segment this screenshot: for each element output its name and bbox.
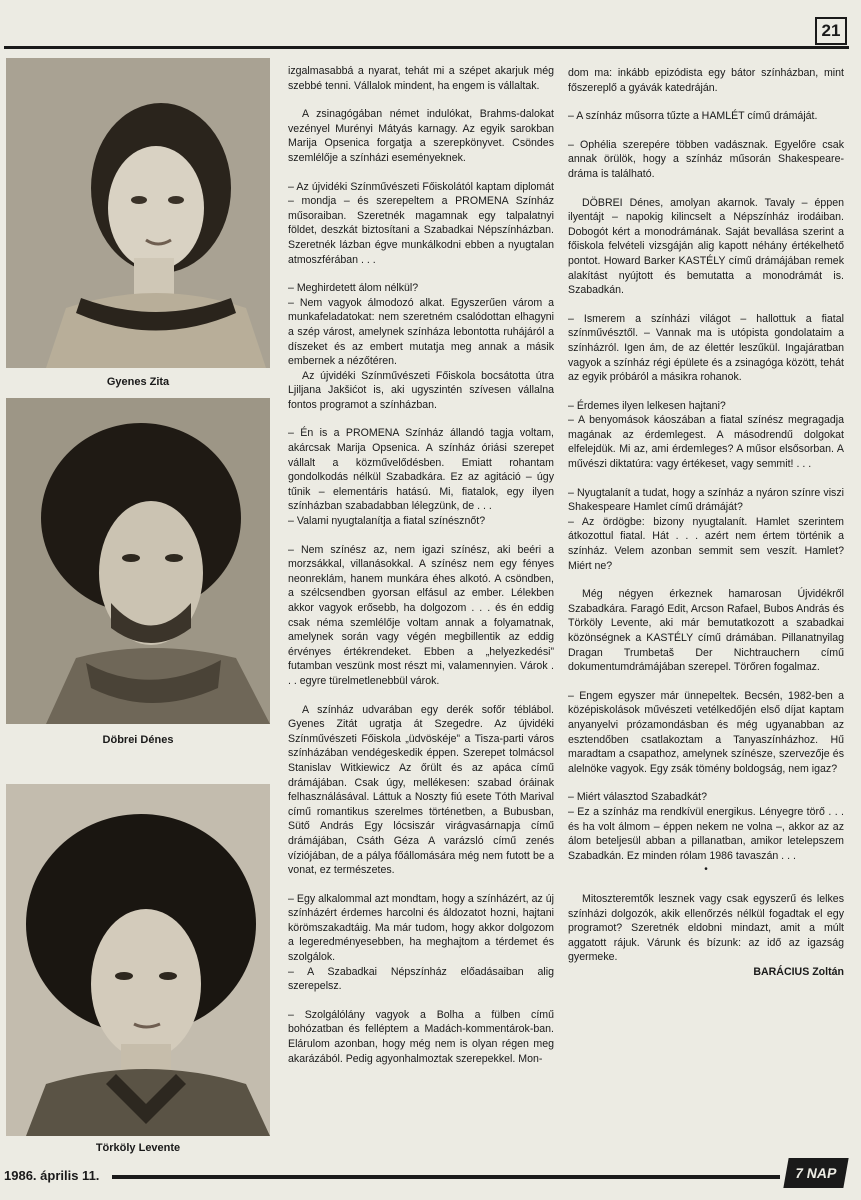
paragraph: – Nem színész az, nem igazi színész, aki beéri a morzsákkal, villanásokkal. A színész nem egy fényes neonreklám, hanem munkára éhes alkotó. A csöndben, a szélcsendben gyorsan elfásul az ember. Lélekben akkor vagyok erősebb, ha dolgozom . . . és én eddig csak néma szemlélője voltam annak a folyamatnak, amelynek során vagy végén megbillentik az eddig érvényes értékrendeket. Ebben a „helyezkedési” futamban veszünk most részt mi, valamennyien. Várok . . . egyre türelmetlenebbül várok. [288, 543, 554, 687]
portrait-woman-image [6, 58, 270, 368]
page-number: 21 [815, 17, 847, 45]
bottom-rule [112, 1175, 780, 1179]
paragraph: Még négyen érkeznek hamarosan Újvidékről Szabadkára. Faragó Edit, Arcson Rafael, Bubos András és Törköly Levente, aki már bemutatkozott a szabadkai közönségnek a KASTÉLY című drámában. Pillanatnyilag Dragan Trumbetaš Der Nichtrauchern című dokumentumdrámájában szerepel. Törőren fogalmaz. [568, 588, 844, 674]
photo-caption-2: Döbrei Dénes [102, 734, 174, 746]
paragraph: dom ma: inkább epizódista egy bátor színházban, mint főszereplő a gyávák katedráján. [568, 67, 844, 94]
top-rule [4, 46, 849, 49]
paragraph: – Én is a PROMENA Színház állandó tagja voltam, akárcsak Marija Opsenica. A színház óriási szerepet vállalt a közművelődésben. Emiatt rohantam gondolkodás nélkül Szabadkára. Ez az agitáció – úgy tűnik – elementáris hatású. Mi, fiatalok, egy ilyen színházban szabadabban lélegzünk, de . . . [288, 427, 554, 513]
paragraph: – Az újvidéki Színművészeti Főiskolától kaptam diplomát – mondja – és szerepeltem a PROMENA Színház műsoraiban. Szeretnék magamnak egy talpalatnyi földet, deszkát biztosítani a Szabadkai Népszínházban. Szeretnék lázban égve munkálkodni ebben a nyugtalan atmoszférában . . . [288, 180, 554, 266]
paragraph: A színház udvarában egy derék sofőr téblábol. Gyenes Zitát ugratja át Szegedre. Az újvidéki Színművészeti Főiskola „üdvöskéje” a Tisza-parti város színházában vendégeskedik éppen. Szerepet tolmácsol Stanislav Witkiewicz Az őrült és az apáca című drámájában. Csak úgy, mellékesen: szabad óráinak felhasználásával. Láttuk a Noszty fiú esete Tóth Marival című romantikus szerelmes történetben, a Bubusban, Sütő András Egy lócsiszár virágvasárnapja című drámájában, Csáth Géza A varázsló című zenés víziójában, de a pálya főállomására még nem futott be a vonat, ez természetes. [288, 703, 554, 877]
paragraph: A zsinagógában német indulókat, Brahms-dalokat vezényel Murényi Mátyás karnagy. Az egyik sarokban Marija Opsenica forgatja a szerepkönyvet. Csöndes szemlélője a színházi eseményeknek. [288, 108, 554, 164]
paragraph: – Miért választod Szabadkát? [568, 791, 707, 804]
issue-date: 1986. április 11. [4, 1168, 100, 1183]
paragraph: – A benyomások káoszában a fiatal színész megragadja magának az érdemlegest. A másodrendű dolgokat elfelejdük. Mi az, ami érdemleges? A műsor elsősorban. A művészi diktatúra: vagy értékeset, vagy semmit! . . . [568, 414, 844, 471]
paragraph: – Ismerem a színházi világot – hallottuk a fiatal színművésztől. – Vannak ma is utópista gondolataim a színházról. Igen ám, de az élettér leszűkül. Ingajáratban vagyok a színház régi épülete és a zsinagóga között, tehát az egyik próbáról a másikra rohanok. [568, 312, 844, 384]
paragraph: izgalmasabbá a nyarat, tehát mi a szépet akarjuk még szebbé tenni. Vállalok mindent, ha engem is vállaltak. [288, 65, 554, 92]
paragraph: – Egy alkalommal azt mondtam, hogy a színházért, az új színházért érdemes harcolni és áldozatot hozni, hajtani körömszakadtáig. Ma már tudom, hogy akkor dolgozom a legeredményesebben, ha meghajtom a térdemet és szolgálok. [288, 892, 554, 964]
paragraph: Az újvidéki Színművészeti Főiskola bocsátotta útra Ljiljana Jakšićot is, aki ugyszintén szívesen vállalna fontos programot a színházban. [288, 369, 554, 411]
article-column-1 [288, 64, 554, 1080]
paragraph: – Engem egyszer már ünnepeltek. Becsén, 1982-ben a középiskolások művészeti vetélkedőjén első díjat kaptam anyanyelvi prózamondásban és még ugyanabban az esztendőben csatlakoztam a Tanyaszínházhoz. Hű maradtam a csapathoz, amelynek színésze, szervezője és alelnöke vagyok. Egy zsák tömény boldogság, nem igaz? [568, 689, 844, 775]
photo-torkoly-levente [6, 784, 270, 1136]
photo-gyenes-zita [6, 58, 270, 368]
author-signature: BARÁCIUS Zoltán [753, 965, 844, 978]
paragraph: – A színház műsorra tűzte a HAMLÉT című drámáját. [568, 110, 818, 123]
paragraph: – Ophélia szerepére többen vadásznak. Egyelőre csak annak örülök, hogy a színház műsorán Shakespeare-dráma is található. [568, 138, 844, 180]
paragraph: – A Szabadkai Népszínház előadásaiban alig szerepelsz. [288, 965, 554, 993]
portrait-man-image [6, 398, 270, 724]
paragraph: – Ez a színház ma rendkívül energikus. Lényegre törő . . . és ha volt álmom – éppen nekem ne volna –, akkor az az álom beteljesül abban a pillanatban, amikor letelepszem Szabadkán. Ez minden rólam 1986 tavaszán . . . [568, 805, 844, 862]
photo-dobrei-denes [6, 398, 270, 724]
magazine-logo: 7 NAP [783, 1158, 848, 1188]
portrait-curly-hair-man-image [6, 784, 270, 1136]
paragraph: – Nyugtalanít a tudat, hogy a színház a nyáron színre viszi Shakespeare Hamlet című drámáját? [568, 486, 844, 514]
paragraph: Mitoszteremtők lesznek vagy csak egyszerű és lelkes színházi dolgozók, akik ellenőrzés nélkül fogadtak el egy programot? Szeretnék eldobni mindazt, amit a múlt aggatott rájuk. Várunk és bízunk: az idő az igazság gyermeke. [568, 892, 844, 964]
paragraph: – Szolgálólány vagyok a Bolha a fülben című bohózatban és felléptem a Madách-kommentárok-ban. Elárulom azonban, hogy még nem is olyan régen meg akarázából. Pedig agyonhalmoztak szerepekkel. Mon- [288, 1008, 554, 1065]
section-bullet: • [704, 864, 708, 876]
paragraph: – Érdemes ilyen lelkesen hajtani? [568, 399, 726, 412]
paragraph: – Meghirdetett álom nélkül? [288, 282, 419, 295]
article-column-2 [568, 66, 844, 993]
photo-caption-3: Törköly Levente [95, 1142, 181, 1154]
paragraph: – Valami nyugtalanítja a fiatal színésznőt? [288, 515, 486, 528]
paragraph: – Nem vagyok álmodozó alkat. Egyszerűen várom a munkafeladatokat: nem szeretném csalódottan elhagyni a szép várost, amelynek színháza lebontotta ruhájáról a díszeket és az embert mutatja meg annak a másik embernek a nézőtéren. [288, 296, 554, 368]
paragraph: – Az ördögbe: bizony nyugtalanít. Hamlet szerintem átkozottul fiatal. Hát . . . azért nem értem történik a színház. Velem azonban semmit sem veszít. Hamlet? Miért ne? [568, 515, 844, 572]
paragraph: DÖBREI Dénes, amolyan akarnok. Tavaly – éppen ilyentájt – napokig kilincselt a Népszínház irodáiban. Dobogót kért a monodrámának. Saját bevallása szerint a főiskola felvételi vizsgáján alig kapott néhány értékelhető pontot. Howard Barker KASTÉLY című drámájában remek alakítást nyújtott és bemutatta a monodrámát is. Szabadkán. [568, 196, 844, 297]
photo-caption-1: Gyenes Zita [106, 376, 170, 388]
